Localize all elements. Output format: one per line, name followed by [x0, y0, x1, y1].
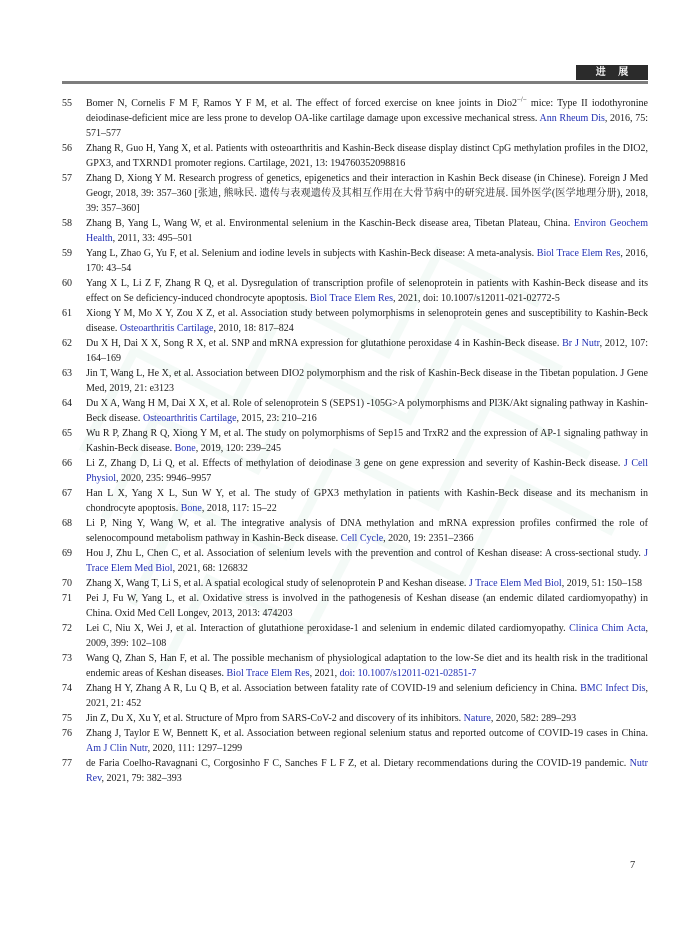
reference-item: [62, 171, 648, 216]
reference-text: , 2010, 18: 817–824: [213, 323, 294, 334]
reference-text: , 2012, 107: 164–169: [86, 338, 648, 364]
reference-text: Lei C, Niu X, Wei J, et al. Interaction of glutathione peroxidase-1 and selenium in endemic dilated cardiomyopathy.: [86, 623, 570, 634]
reference-text: , 2021, doi: 10.1007/s12011-021-02772-5: [392, 293, 560, 304]
reference-item: [62, 456, 648, 486]
reference-number: 58: [62, 218, 72, 229]
reference-number: 72: [62, 623, 72, 634]
reference-text: , 2020, 235: 9946–9957: [116, 473, 212, 484]
reference-number: 73: [62, 653, 72, 664]
reference-number: 71: [62, 593, 72, 604]
reference-item: [62, 711, 648, 726]
reference-number: 67: [62, 488, 72, 499]
reference-item: [62, 96, 648, 141]
reference-item: [62, 396, 648, 426]
reference-text: Pei J, Fu W, Yang L, et al. Oxidative stress is involved in the pathogenesis of Keshan disease (an endemic dilated cardiomyopathy) in China. Oxid Med Cell Longev, 2013, 2013: 474203: [86, 593, 648, 619]
journal-link[interactable]: J Trace Elem Med Biol: [86, 548, 648, 574]
reference-number: 61: [62, 308, 72, 319]
journal-link[interactable]: Bone: [180, 503, 202, 514]
reference-text: Han L X, Yang X L, Sun W Y, et al. The study of GPX3 methylation in patients with Kashin-Beck disease and its mechanism in chondrocyte apoptosis.: [86, 488, 648, 514]
reference-text: Zhang J, Taylor E W, Bennett K, et al. Association between regional selenium status and reported outcome of COVID-19 cases in China.: [86, 728, 648, 739]
reference-item: [62, 246, 648, 276]
journal-link[interactable]: Environ Geochem Health: [86, 218, 648, 244]
reference-text: Zhang B, Yang L, Wang W, et al. Environmental selenium in the Kaschin-Beck disease area, Tibetan Plateau, China.: [86, 218, 574, 229]
reference-list: [62, 96, 648, 786]
journal-link[interactable]: Nutr Rev: [86, 758, 648, 784]
reference-item: [62, 141, 648, 171]
journal-link[interactable]: Biol Trace Elem Res: [309, 293, 393, 304]
reference-text: Zhang D, Xiong Y M. Research progress of genetics, epigenetics and their interaction in Kashin Beck disease (in Chinese). Foreign J Med Geogr, 2018, 39: 357–360 [张迪, 熊咏民. 遗传与表观遗传及其相互作用在大骨节病中的研究进展. 国外医学(医学地理分册), 2018, 39: 357–360]: [86, 173, 648, 214]
reference-item: [62, 651, 648, 681]
reference-item: [62, 726, 648, 756]
reference-number: 65: [62, 428, 72, 439]
reference-number: 66: [62, 458, 72, 469]
journal-link[interactable]: Nature: [463, 713, 491, 724]
reference-number: 59: [62, 248, 72, 259]
reference-number: 68: [62, 518, 72, 529]
reference-text: Yang L, Zhao G, Yu F, et al. Selenium and iodine levels in subjects with Kashin-Beck disease: A meta-analysis.: [86, 248, 537, 259]
header-rule: [62, 81, 648, 84]
journal-link[interactable]: J Cell Physiol: [86, 458, 648, 484]
page-number: 7: [630, 860, 636, 871]
reference-item: [62, 516, 648, 546]
journal-link[interactable]: doi: 10.1007/s12011-021-02851-7: [339, 668, 477, 679]
reference-item: [62, 276, 648, 306]
reference-text: Zhang H Y, Zhang A R, Lu Q B, et al. Association between fatality rate of COVID-19 and selenium deficiency in China.: [86, 683, 581, 694]
superscript-text: −/−: [516, 95, 527, 104]
reference-number: 75: [62, 713, 72, 724]
reference-text: Zhang X, Wang T, Li S, et al. A spatial ecological study of selenoprotein P and Keshan disease.: [86, 578, 469, 589]
reference-text: de Faria Coelho-Ravagnani C, Corgosinho F C, Sanches F L F Z, et al. Dietary recommendations during the COVID-19 pandemic.: [86, 758, 630, 769]
journal-link[interactable]: Ann Rheum Dis: [539, 113, 605, 124]
journal-link[interactable]: Bone: [174, 443, 196, 454]
reference-text: , 2018, 117: 15–22: [201, 503, 277, 514]
reference-number: 70: [62, 578, 72, 589]
reference-text: , 2015, 23: 210–216: [236, 413, 317, 424]
reference-item: [62, 681, 648, 711]
reference-text: Zhang R, Guo H, Yang X, et al. Patients with osteoarthritis and Kashin-Beck disease display distinct CpG methylation profiles in the DIO2, GPX3, and TXRND1 promoter regions. Cartilage, 2021, 13: 194760352098816: [86, 143, 648, 169]
reference-number: 76: [62, 728, 72, 739]
reference-text: Li P, Ning Y, Wang W, et al. The integrative analysis of DNA methylation and mRNA expression profiles confirmed the role of selenocompound metabolism pathway in Kashin-Beck disease.: [86, 518, 648, 544]
reference-item: [62, 756, 648, 786]
reference-item: [62, 546, 648, 576]
reference-text: , 2020, 111: 1297–1299: [147, 743, 243, 754]
reference-text: Du X H, Dai X X, Song R X, et al. SNP and mRNA expression for glutathione peroxidase 4 in Kashin-Beck disease.: [86, 338, 563, 349]
reference-text: , 2021, 21: 452: [86, 683, 648, 709]
reference-text: , 2019, 51: 150–158: [561, 578, 642, 589]
reference-item: [62, 366, 648, 396]
reference-number: 62: [62, 338, 72, 349]
reference-text: , 2011, 33: 495–501: [112, 233, 193, 244]
reference-text: , 2019, 120: 239–245: [195, 443, 281, 454]
reference-text: , 2021,: [309, 668, 340, 679]
reference-text: Wu R P, Zhang R Q, Xiong Y M, et al. The study on polymorphisms of Sep15 and TrxR2 and the expression of AP-1 signaling pathway in Kashin-Beck disease.: [86, 428, 648, 454]
reference-text: Jin T, Wang L, He X, et al. Association between DIO2 polymorphism and the risk of Kashin-Beck disease in the Tibetan population. J Gene Med, 2019, 21: e3123: [86, 368, 648, 394]
journal-link[interactable]: J Trace Elem Med Biol: [468, 578, 562, 589]
reference-number: 74: [62, 683, 72, 694]
reference-text: Li Z, Zhang D, Li Q, et al. Effects of methylation of deiodinase 3 gene on gene expression and severity of Kashin-Beck disease.: [86, 458, 624, 469]
reference-item: [62, 426, 648, 456]
reference-text: Jin Z, Du X, Xu Y, et al. Structure of Mpro from SARS-CoV-2 and discovery of its inhibitors.: [86, 713, 464, 724]
journal-link[interactable]: Biol Trace Elem Res: [536, 248, 621, 259]
journal-link[interactable]: Am J Clin Nutr: [86, 743, 148, 754]
reference-number: 60: [62, 278, 72, 289]
reference-text: Yang X L, Li Z F, Zhang R Q, et al. Dysregulation of transcription profile of selenoprotein in patients with Kashin-Beck disease and its effect on Se deficiency-induced chondrocyte apoptosis.: [86, 278, 648, 304]
reference-text: , 2021, 79: 382–393: [101, 773, 182, 784]
reference-text: , 2016, 75: 571–577: [86, 113, 649, 139]
reference-text: Bomer N, Cornelis F M F, Ramos Y F M, et al. The effect of forced exercise on knee joints in Dio2: [86, 98, 517, 109]
reference-number: 57: [62, 173, 72, 184]
reference-item: [62, 591, 648, 621]
reference-text: mice: Type II iodothyronine deiodinase-deficient mice are less prone to develop OA-like cartilage damage upon excessive mechanical stress.: [86, 98, 648, 124]
reference-item: [62, 306, 648, 336]
reference-text: Wang Q, Zhan S, Han F, et al. The possible mechanism of physiological adaptation to the low-Se diet and its health risk in the traditional endemic areas of Keshan diseases.: [86, 653, 648, 679]
reference-number: 69: [62, 548, 72, 559]
reference-number: 63: [62, 368, 72, 379]
reference-text: , 2021, 68: 126832: [172, 563, 248, 574]
reference-number: 64: [62, 398, 72, 409]
section-badge: 进 展: [576, 65, 648, 80]
reference-item: [62, 621, 648, 651]
reference-number: 55: [62, 98, 72, 109]
reference-text: Du X A, Wang H M, Dai X X, et al. Role of selenoprotein S (SEPS1) -105G>A polymorphisms and PI3K/Akt signaling pathway in Kashin-Beck disease.: [86, 398, 648, 424]
reference-item: [62, 576, 648, 591]
journal-link[interactable]: Osteoarthritis Cartilage: [142, 413, 237, 424]
reference-text: Hou J, Zhu L, Chen C, et al. Association of selenium levels with the prevention and control of Keshan disease: A cross-sectional study.: [86, 548, 645, 559]
journal-link[interactable]: Br J Nutr: [562, 338, 600, 349]
reference-item: [62, 216, 648, 246]
reference-text: , 2020, 19: 2351–2366: [383, 533, 474, 544]
journal-link[interactable]: Cell Cycle: [340, 533, 384, 544]
journal-link[interactable]: Osteoarthritis Cartilage: [119, 323, 214, 334]
reference-text: , 2020, 582: 289–293: [490, 713, 577, 724]
reference-text: Xiong Y M, Mo X Y, Zou X Z, et al. Association study between polymorphisms in selenoprotein genes and susceptibility to Kashin-Beck disease.: [86, 308, 648, 334]
reference-text: , 2009, 399: 102–108: [86, 623, 648, 649]
reference-number: 77: [62, 758, 72, 769]
reference-item: [62, 486, 648, 516]
journal-link[interactable]: BMC Infect Dis: [580, 683, 646, 694]
reference-number: 56: [62, 143, 72, 154]
reference-text: , 2016, 170: 43–54: [86, 248, 649, 274]
journal-link[interactable]: Clinica Chim Acta: [569, 623, 646, 634]
reference-item: [62, 336, 648, 366]
journal-link[interactable]: Biol Trace Elem Res: [226, 668, 310, 679]
